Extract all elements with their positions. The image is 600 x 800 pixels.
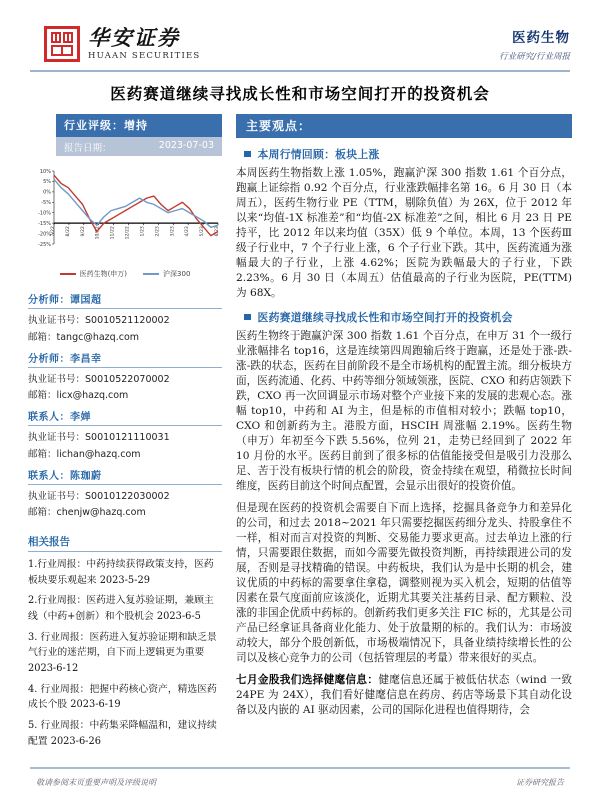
analyst-block [28, 291, 222, 343]
report-date-label: 报告日期： [64, 142, 112, 154]
svg-text:10/22: 10/22 [95, 226, 101, 240]
brand-name-en: HUAAN SECURITIES [88, 51, 201, 62]
blue-line-swatch [143, 273, 159, 275]
stock-pick-lead: 七月金股我们选择健麾信息： [236, 674, 379, 686]
brand-text [88, 24, 201, 62]
brand-logo [44, 26, 200, 62]
svg-text:0%: 0% [43, 189, 51, 196]
footer-disclaimer: 敬请参阅末页重要声明及评级说明 [36, 778, 156, 787]
sidebar [28, 114, 222, 754]
svg-text:5/23: 5/23 [200, 226, 206, 237]
legend-label-csi300: 沪深300 [163, 270, 191, 278]
analyst-name: 分析师：李昌幸 [28, 350, 222, 368]
footer-text-row [0, 777, 600, 788]
analyst-email[interactable]: 邮箱：licx@hazq.com [28, 390, 129, 401]
analyst-cert: 执业证书号：S0010522070002 [28, 373, 170, 385]
analyst-name: 联系人：陈珈蔚 [28, 467, 222, 485]
analyst-block [28, 408, 222, 460]
svg-text:-10%: -10% [38, 210, 51, 217]
svg-text:6/23: 6/23 [215, 226, 220, 237]
red-line-swatch [60, 273, 76, 275]
square-bullet-icon [244, 314, 251, 321]
related-report-link[interactable]: 1.行业周报：中药持续获得政策支持，医药板块要乐观起来 2023-5-29 [28, 559, 214, 586]
page-footer [0, 767, 600, 788]
stock-pick-body: 健麾信息还属于被低估状态（wind 一致 24PE 为 24X），我们看好健麾信息在药房、药店等场景下其自动化设备以及内嵌的 AI 驱动因素，公司的国际化进程也值得期待，会 [236, 674, 573, 716]
footer-divider [30, 767, 570, 769]
seal-graphic [44, 26, 80, 62]
related-report-link[interactable]: 2.行业周报：医药进入复苏验证期，兼顾主线（中药+创新）和个股机会 2023-6-5 [28, 595, 214, 623]
performance-chart-svg [28, 166, 222, 268]
square-bullet-icon [244, 151, 251, 158]
svg-text:2/23: 2/23 [155, 226, 161, 237]
related-reports-title: 相关报告 [28, 534, 222, 552]
svg-text:-5%: -5% [41, 200, 51, 207]
report-date-bar [56, 137, 222, 156]
analyst-block [28, 467, 222, 519]
analyst-cert: 执业证书号：S0010121110031 [28, 432, 170, 443]
paragraph-week-review: 本周医药生物指数上涨 1.05%，跑赢沪深 300 指数 1.61 个百分点，跑赢上证综指 0.92 个百分点，行业涨跌幅排名第 16。6 月 30 日（本周五），医药生物行业 PE（TTM，剔除负值）为 26X，位于 2012 年以来“均值-1X 标准差”和“均值-2X 标准差”之间，相比 6 月 23 日 PE 持平，比 2012 年以来均值（35X）低 9 个单位。本周，13 个医药Ⅲ级子行业中，7 个子行业上涨，6 个子行业下跌。其中，医药流通为涨幅最大的子行业，上涨 4.62%；医院为跌幅最大的子行业，下跌 2.23%。6 月 30 日（本周五）估值最高的子行业为医院，PE(TTM) 为 68X。 [236, 167, 572, 299]
analyst-name: 分析师：谭国超 [28, 291, 222, 309]
svg-text:10%: 10% [39, 168, 51, 175]
paragraph-stock-pick [236, 673, 572, 718]
svg-text:3/23: 3/23 [170, 226, 176, 237]
analyst-block [28, 350, 222, 402]
content-columns [0, 114, 600, 754]
legend-item-csi300 [143, 269, 190, 279]
sector-label: 医药生物 [512, 30, 570, 46]
svg-text:-20%: -20% [38, 231, 51, 238]
related-report-link[interactable]: 3. 行业周报：医药进入复苏验证期和缺乏景气行业的迷茫期，自下而上逻辑更为重要 2023-6-12 [28, 631, 217, 675]
analyst-cert: 执业证书号：S0010122030002 [28, 490, 170, 502]
header-meta [499, 26, 570, 62]
legend-item-pharma [60, 269, 127, 279]
main-content [236, 114, 572, 754]
analyst-cert: 执业证书号：S0010521120002 [28, 315, 170, 326]
huaan-seal-icon [44, 26, 80, 62]
footer-doc-type: 证券研究报告 [516, 778, 564, 787]
svg-text:9/22: 9/22 [80, 226, 86, 237]
svg-text:-25%: -25% [38, 241, 51, 248]
report-date-value: 2023-07-03 [158, 139, 214, 151]
paragraph-investment-1: 医药生物终于跑赢沪深 300 指数 1.61 个百分点，在申万 31 个一级行业涨幅排名 top16，这是连续第四周跑输后终于跑赢，还是处于涨-跌-涨-跌的状态，医药在目前阶段不是全市场机构的配置主流。细分板块方面，医药流通、化药、中药等细分领域领涨，医院、CXO 和药店领跌下跌，CXO 再一次回调显示市场对整个产业接下来的发展的悲观心态。涨幅 top10，中药和 AI 为主，但是标的市值相对较小；跌幅 top10，CXO 和创新药为主。港股方面，HSCIH 周涨幅 2.19%。医药生物（申万）年初至今下跌 5.56%，位列 21，走势已经回到了 2022 年 10 月份的水平。医药目前到了很多标的估值能接受但是吸引力没那么足、苦于没有板块行情的机会的阶段，资金持续在观望，稍微拉长时间维度，医药目前这个时间点配置，会显示出很好的投资价值。 [236, 330, 572, 492]
svg-text:1/23: 1/23 [140, 226, 146, 237]
svg-text:5%: 5% [43, 179, 51, 186]
analyst-name: 联系人：李婵 [28, 408, 222, 426]
report-header [0, 0, 600, 68]
related-report-link[interactable]: 5. 行业周报：中药集采降幅温和，建议持续配置 2023-6-26 [28, 720, 217, 747]
analyst-email[interactable]: 邮箱：lichan@hazq.com [28, 448, 141, 460]
report-title: 医药赛道继续寻找成长性和市场空间打开的投资机会 [110, 84, 490, 103]
svg-text:12/22: 12/22 [125, 226, 131, 240]
header-divider [30, 70, 570, 72]
svg-text:11/22: 11/22 [110, 226, 116, 240]
legend-label-pharma: 医药生物(申万) [79, 270, 128, 278]
section-heading-week-review: 本周行情回顾：板块上涨 [244, 147, 572, 162]
report-type-label: 行业研究/行业周报 [499, 52, 570, 62]
svg-text:8/22: 8/22 [65, 226, 71, 237]
analyst-list [28, 291, 222, 518]
svg-text:-15%: -15% [38, 220, 51, 227]
performance-chart [28, 166, 222, 279]
key-points-bar: 主要观点： [236, 114, 572, 138]
industry-rating-bar: 行业评级：增持 [56, 114, 222, 137]
brand-name-cn: 华安证券 [88, 24, 180, 50]
analyst-email[interactable]: 邮箱：chenjw@hazq.com [28, 507, 146, 518]
related-report-link[interactable]: 4. 行业周报：把握中药核心资产，精选医药成长个股 2023-6-19 [28, 683, 217, 711]
svg-text:7/22: 7/22 [51, 226, 56, 237]
svg-text:4/23: 4/23 [185, 226, 191, 237]
paragraph-investment-2: 但是现在医药的投资机会需要自下而上选择，挖掘具备竞争力和差异化的公司，和过去 2018~2021 年只需要挖掘医药细分龙头、持股拿住不一样，相对而言对投资的判断、交易能力要求更高。过去单边上涨的行情，只需要跟住数据，而如今需要先做投资判断，再持续跟进公司的发展，否则是寻找精确的错误。中药板块，我们认为是中长期的机会，建议优质的中药标的需要拿住拿稳，调整则视为买入机会，短期的估值等因素在景气度面前应该淡化，近期尤其要关注基药目录、配方颗粒、没涨的非国企优质中药标的。创新药我们更多关注 FIC 标的，尤其是公司产品已经拿证具备商业化能力、处于放量期的标的。我们认为：市场波动较大，部分个股创新低，市场极端情况下，具备业绩持续增长性的公司以及核心竞争力的公司（包括管理层的考量）带来很好的买点。 [236, 502, 572, 664]
related-reports [28, 534, 222, 749]
section-heading-investment: 医药赛道继续寻找成长性和市场空间打开的投资机会 [244, 310, 572, 325]
chart-legend [28, 269, 222, 279]
analyst-email[interactable]: 邮箱：tangc@hazq.com [28, 331, 140, 343]
